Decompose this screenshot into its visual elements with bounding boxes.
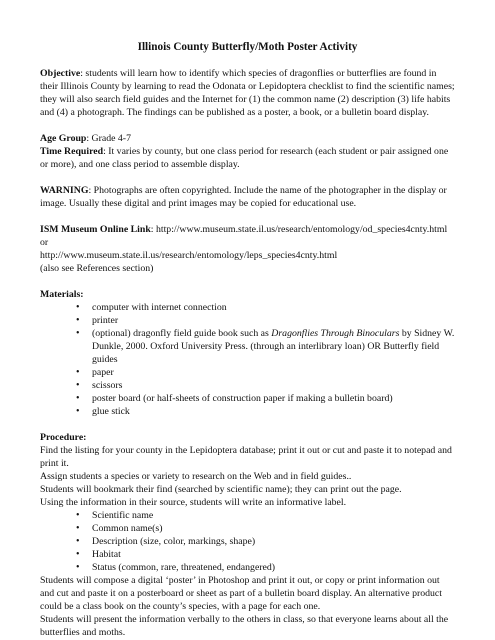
warning-label: WARNING — [40, 185, 89, 196]
warning-paragraph — [40, 184, 455, 210]
ism-link-url-2[interactable]: http://www.museum.state.il.us/research/entomology/leps_species4cnty.html — [40, 250, 338, 261]
materials-list — [40, 301, 455, 418]
label-contents-list — [40, 509, 455, 574]
field-guide-title: Dragonflies Through Binoculars — [271, 328, 400, 339]
ism-link-url-1[interactable]: : http://www.museum.state.il.us/research/entomology/od_species4cnty.html — [150, 224, 448, 235]
age-group-label: Age Group — [40, 133, 87, 144]
materials-item-field-guide: • (optional) dragonfly field guide book such as Dragonflies Through Binoculars by Sidney W. Dunkle, 2000. Oxford University Press. (through an interlibrary loan) OR Butterfly field guides — [92, 327, 455, 366]
objective-paragraph — [40, 67, 455, 119]
objective-label: Objective — [40, 68, 81, 79]
materials-item-computer: • computer with internet connection — [92, 301, 455, 314]
ism-link-line — [40, 223, 455, 236]
page-title: Illinois County Butterfly/Moth Poster Activity — [137, 41, 358, 53]
time-required-label: Time Required — [40, 146, 104, 157]
time-required-text: : It varies by county, but one class period for research (each student or pair assigned one or more), and one class period to assemble display. — [40, 146, 449, 170]
procedure-step-1: Find the listing for your county in the Lepidoptera database; print it out or cut and paste it to notepad and print it. — [40, 445, 452, 469]
materials-item-poster-board: • poster board (or half-sheets of construction paper if making a bulletin board) — [92, 392, 455, 405]
materials-item-printer: • printer — [92, 314, 455, 327]
age-group-line — [40, 132, 455, 145]
list-item: • Common name(s) — [92, 522, 455, 535]
list-item: • Description (size, color, markings, shape) — [92, 535, 455, 548]
procedure-heading: Procedure: — [40, 432, 87, 443]
procedure-step-6: Students will present the information verbally to the others in class, so that everyone learns about all the butterflies and moths. — [40, 614, 449, 638]
materials-item-paper: • paper — [92, 366, 455, 379]
procedure-step-2: Assign students a species or variety to research on the Web and in field guides.. — [40, 471, 352, 482]
list-item: • Habitat — [92, 548, 455, 561]
warning-text: : Photographs are often copyrighted. Include the name of the photographer in the display or image. Usually these digital and print images may be copied for educational use. — [40, 185, 447, 209]
ism-link-label: ISM Museum Online Link — [40, 224, 151, 235]
procedure-step-5: Students will compose a digital ‘poster’ in Photoshop and print it out, or copy or print information out and cut and paste it on a posterboard or sheet as part of a bulletin board display. An alternative product could be a class book on the county’s species, with a page for each one. — [40, 575, 443, 612]
materials-item-glue-stick: • glue stick — [92, 405, 455, 418]
list-item: • Scientific name — [92, 509, 455, 522]
ism-link-or: or — [40, 237, 49, 248]
procedure-step-4: Using the information in their source, students will write an informative label. — [40, 497, 347, 508]
materials-heading: Materials: — [40, 289, 84, 300]
objective-text: : students will learn how to identify which species of dragonflies or butterflies are found in their Illinois County by learning to read the Odonata or Lepidoptera checklist to find the scientific names; they will also search field guides and the Internet for (1) the common name (2) description (3) life habits and (4) a photograph. The findings can be published as a poster, a book, or a bulletin board display. — [40, 68, 455, 118]
ism-link-note: (also see References section) — [40, 263, 154, 274]
age-group-text: : Grade 4-7 — [86, 133, 131, 144]
list-item: • Status (common, rare, threatened, endangered) — [92, 561, 455, 574]
time-required-paragraph — [40, 145, 455, 171]
materials-item-scissors: • scissors — [92, 379, 455, 392]
procedure-step-3: Students will bookmark their find (searched by scientific name); they can print out the page. — [40, 484, 402, 495]
